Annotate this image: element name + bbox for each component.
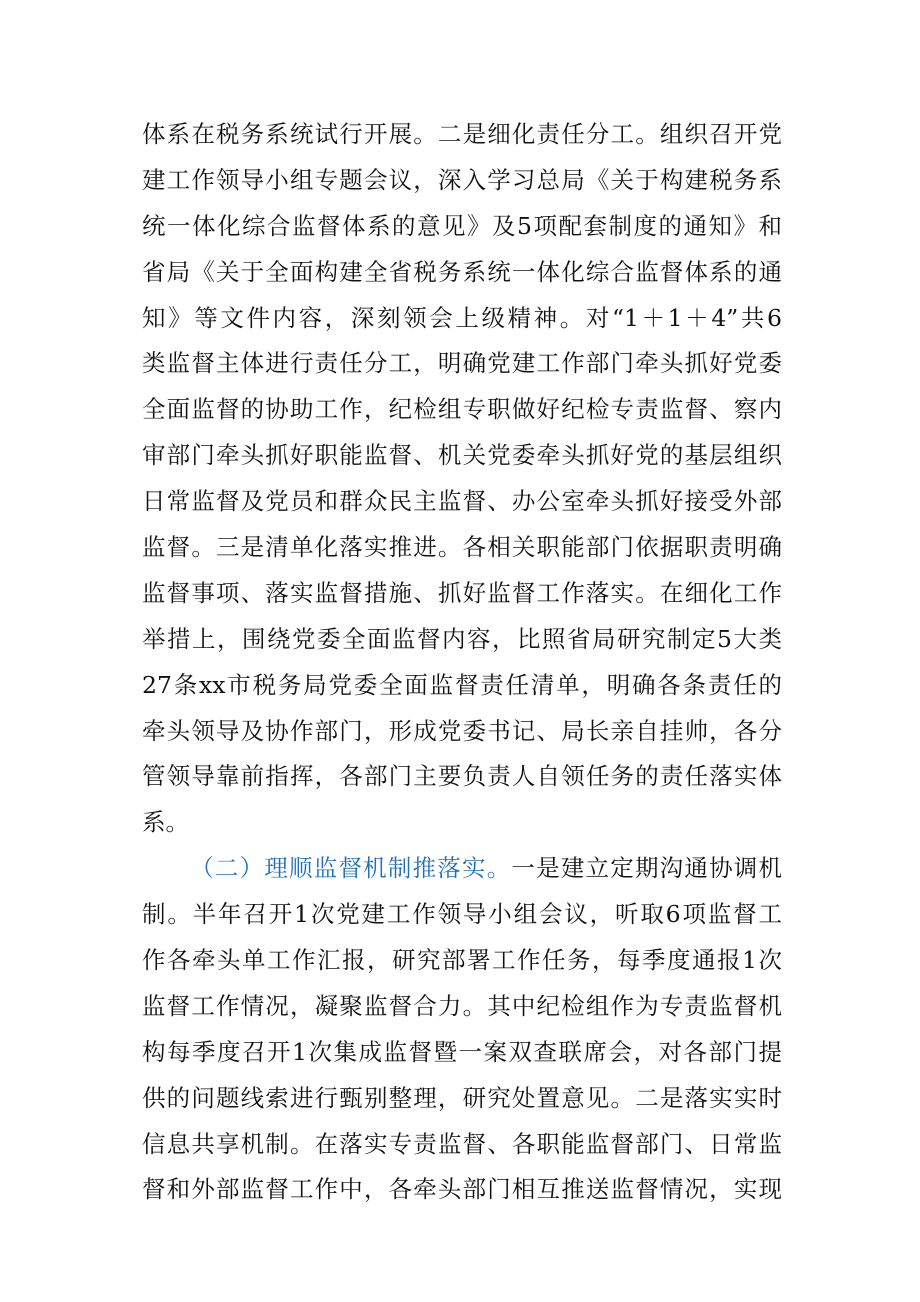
text-line: 审部门牵头抓好职能监督、机关党委牵头抓好党的基层组织 xyxy=(142,441,782,470)
text-line: 构每季度召开1次集成监督暨一案双查联席会，对各部门提 xyxy=(142,1037,782,1066)
text-line: 类监督主体进行责任分工，明确党建工作部门牵头抓好党委 xyxy=(142,349,782,378)
text-line: 信息共享机制。在落实专责监督、各职能监督部门、日常监 xyxy=(142,1129,782,1158)
text-line: 制。半年召开1次党建工作领导小组会议，听取6项监督工 xyxy=(142,900,782,929)
document-body xyxy=(142,112,782,1213)
text-line: 督和外部监督工作中，各牵头部门相互推送监督情况，实现 xyxy=(142,1175,782,1204)
paragraph-2 xyxy=(142,846,782,1213)
text-line-first xyxy=(142,846,782,892)
text-line: 监督。三是清单化落实推进。各相关职能部门依据职责明确 xyxy=(142,533,782,562)
text-line: 牵头领导及协作部门，形成党委书记、局长亲自挂帅，各分 xyxy=(142,716,782,745)
text-line: 统一体化综合监督体系的意见》及5项配套制度的通知》和 xyxy=(142,211,782,240)
section-heading: （二）理顺监督机制推落实。 xyxy=(189,854,512,883)
text-run: 一是建立定期沟通协调机 xyxy=(511,854,783,883)
text-line: 全面监督的协助工作，纪检组专职做好纪检专责监督、察内 xyxy=(142,395,782,424)
text-line: 举措上，围绕党委全面监督内容，比照省局研究制定5大类 xyxy=(142,624,782,653)
text-line: 供的问题线索进行甄别整理，研究处置意见。二是落实实时 xyxy=(142,1083,782,1112)
text-line: 监督事项、落实监督措施、抓好监督工作落实。在细化工作 xyxy=(142,578,782,607)
text-line: 监督工作情况，凝聚监督合力。其中纪检组作为专责监督机 xyxy=(142,991,782,1020)
paragraph-1 xyxy=(142,112,782,846)
text-line: 体系在税务系统试行开展。二是细化责任分工。组织召开党 xyxy=(142,120,782,148)
text-line: 管领导靠前指挥，各部门主要负责人自领任务的责任落实体 xyxy=(142,762,782,791)
text-line: 建工作领导小组专题会议，深入学习总局《关于构建税务系 xyxy=(142,165,782,194)
text-line: 日常监督及党员和群众民主监督、办公室牵头抓好接受外部 xyxy=(142,487,782,516)
text-line: 省局《关于全面构建全省税务系统一体化综合监督体系的通 xyxy=(142,257,782,286)
text-line: 27条xx市税务局党委全面监督责任清单，明确各条责任的 xyxy=(142,670,782,699)
text-line: 系。 xyxy=(142,808,189,837)
text-line: 知》等文件内容，深刻领会上级精神。对“1＋1＋4”共6 xyxy=(142,303,782,332)
text-line: 作各牵头单工作汇报，研究部署工作任务，每季度通报1次 xyxy=(142,946,782,975)
